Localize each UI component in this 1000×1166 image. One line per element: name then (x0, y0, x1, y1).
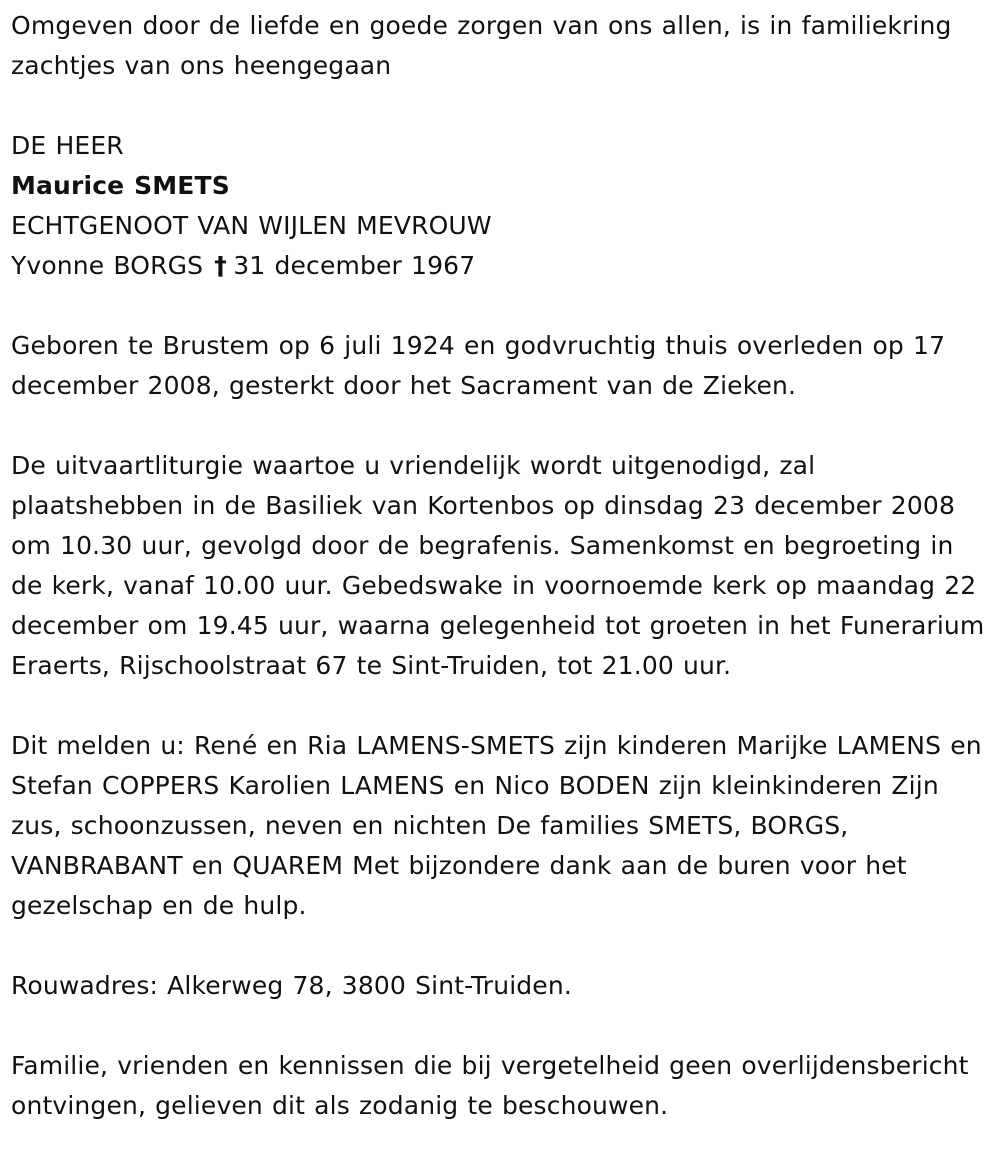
spouse-name: Yvonne BORGS (11, 251, 204, 280)
address-paragraph: Rouwadres: Alkerweg 78, 3800 Sint-Truiden. (11, 971, 572, 1000)
intro-paragraph: Omgeven door de liefde en goede zorgen van ons allen, is in familiekring zachtjes van ons heengegaan (11, 11, 952, 80)
spouse-death-date: 31 december 1967 (233, 251, 476, 280)
spouse-details (11, 246, 988, 286)
spacer (11, 926, 988, 966)
spacer (11, 86, 988, 126)
spacer (11, 406, 988, 446)
birth-death-paragraph: Geboren te Brustem op 6 juli 1924 en godvruchtig thuis overleden op 17 december 2008, gesterkt door het Sacrament van de Zieken. (11, 331, 946, 400)
title-line: DE HEER (11, 131, 124, 160)
spacer (11, 286, 988, 326)
deceased-name: Maurice SMETS (11, 171, 230, 200)
spacer (11, 686, 988, 726)
closing-paragraph: Familie, vrienden en kennissen die bij vergetelheid geen overlijdensbericht ontvingen, gelieven dit als zodanig te beschouwen. (11, 1051, 969, 1120)
family-paragraph: Dit melden u: René en Ria LAMENS-SMETS zijn kinderen Marijke LAMENS en Stefan COPPERS Karolien LAMENS en Nico BODEN zijn kleinkinderen Zijn zus, schoonzussen, neven en nichten De families SMETS, BORGS, VANBRABANT en QUAREM Met bijzondere dank aan de buren voor het gezelschap en de hulp. (11, 731, 982, 920)
spacer (11, 1006, 988, 1046)
spouse-line: ECHTGENOOT VAN WIJLEN MEVROUW (11, 211, 492, 240)
cross-icon: † (214, 251, 227, 280)
funeral-paragraph: De uitvaartliturgie waartoe u vriendelijk wordt uitgenodigd, zal plaatshebben in de Basiliek van Kortenbos op dinsdag 23 december 2008 om 10.30 uur, gevolgd door de begrafenis. Samenkomst en begroeting in de kerk, vanaf 10.00 uur. Gebedswake in voornoemde kerk op maandag 22 december om 19.45 uur, waarna gelegenheid tot groeten in het Funerarium Eraerts, Rijschoolstraat 67 te Sint-Truiden, tot 21.00 uur. (11, 451, 985, 680)
